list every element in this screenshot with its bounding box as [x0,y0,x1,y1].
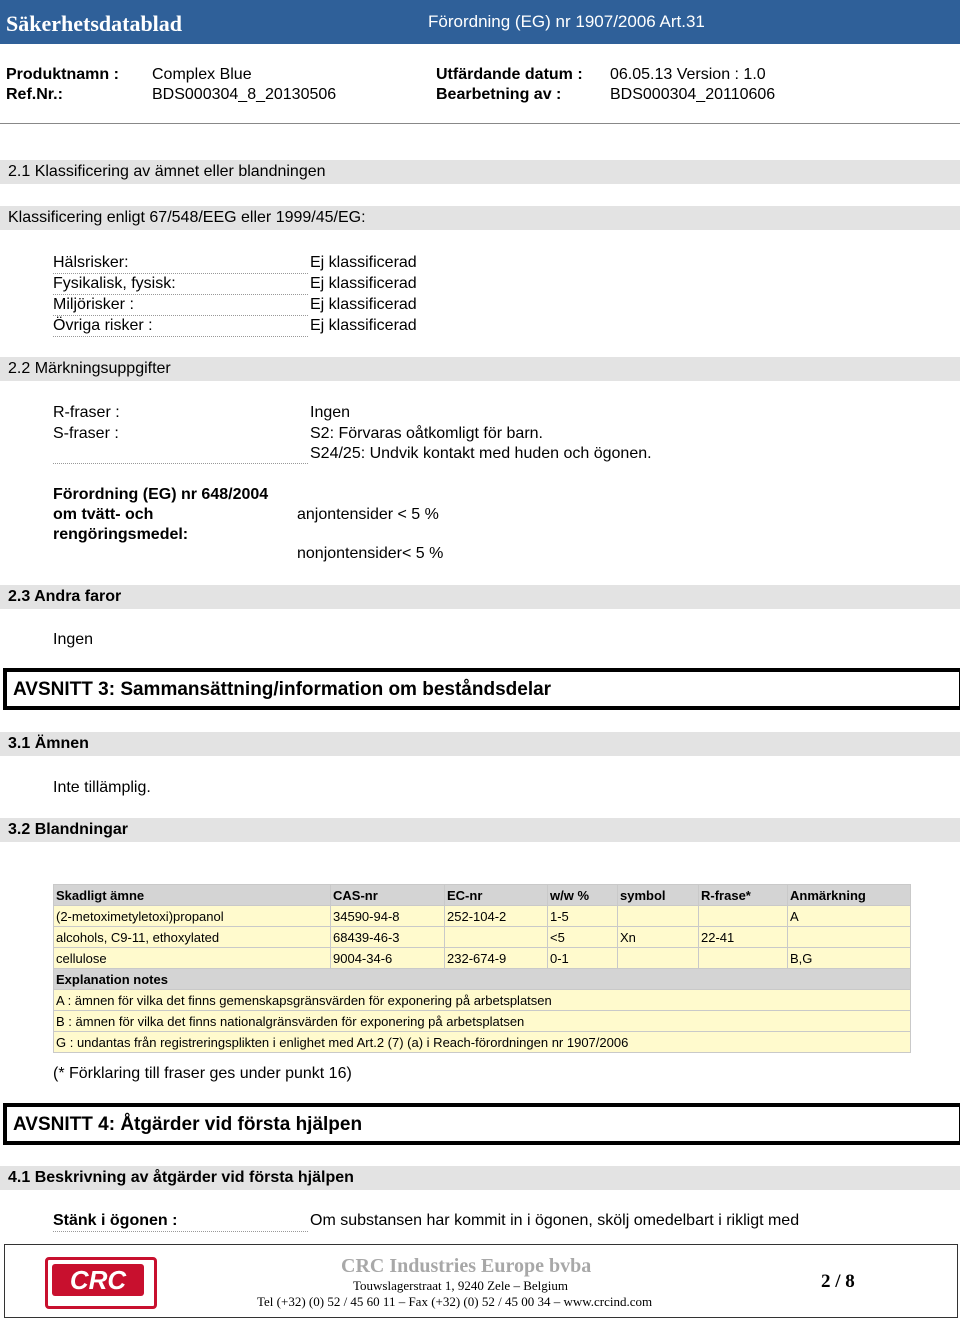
eye-contact-label: Stänk i ögonen : [53,1212,308,1232]
section-3-title: AVSNITT 3: Sammansättning/information om beståndsdelar [13,679,552,700]
cell-ec [445,927,548,948]
cell-substance: (2-metoximetyletoxi)propanol [54,906,331,927]
cell-remark: B,G [788,948,911,969]
cell-cas: 9004-34-6 [331,948,445,969]
other-risks-label: Övriga risker : [53,317,308,337]
anionic-surfactants: anjontensider < 5 % [297,506,439,523]
section-2-1-bar [0,160,960,184]
table-header-row [54,885,911,906]
col-ww: w/w % [548,885,618,906]
cell-symbol: Xn [618,927,699,948]
header-divider [0,123,960,124]
detergent-reg-line-3: rengöringsmedel: [53,526,189,543]
table-row [54,948,911,969]
section-4-title-box [3,1103,960,1145]
section-2-2-bar [0,357,960,381]
eye-contact-value: Om substansen har kommit in i ögonen, skölj omedelbart i rikligt med [310,1212,800,1229]
table-row [54,906,911,927]
cell-ec: 252-104-2 [445,906,548,927]
revision-label: Bearbetning av : [436,86,562,103]
page-number: 2 / 8 [821,1271,855,1292]
r-phrases-label: R-fraser : [53,404,120,421]
cell-cas: 68439-46-3 [331,927,445,948]
section-2-3-heading: 2.3 Andra faror [8,588,122,605]
detergent-reg-line-2: om tvätt- och [53,506,154,523]
cell-cas: 34590-94-8 [331,906,445,927]
other-risks-value: Ej klassificerad [310,317,417,334]
company-address: Touwslagerstraat 1, 9240 Zele – Belgium [353,1278,568,1293]
document-title: Säkerhetsdatablad [6,11,183,36]
table-row [54,927,911,948]
nonionic-surfactants: nonjontensider< 5 % [297,545,444,562]
cell-remark [788,927,911,948]
crc-logo [45,1257,157,1309]
footer [4,1244,958,1318]
cell-symbol [618,906,699,927]
cell-r-phrase: 22-41 [699,927,788,948]
issue-label: Utfärdande datum : [436,66,583,83]
section-4-title: AVSNITT 4: Åtgärder vid första hjälpen [13,1114,363,1135]
note-row [54,1032,911,1053]
notes-heading: Explanation notes [54,969,911,990]
section-4-1-bar [0,1166,960,1190]
header-bar [0,0,960,44]
note-row [54,1011,911,1032]
note-b: B : ämnen för vilka det finns nationalgränsvärden för exponering på arbetsplatsen [54,1011,911,1032]
notes-heading-row [54,969,911,990]
ref-label: Ref.Nr.: [6,86,63,103]
r-phrases-value: Ingen [310,404,351,421]
col-substance: Skadligt ämne [54,885,331,906]
phrases-footnote: (* Förklaring till fraser ges under punkt 16) [53,1065,352,1082]
detergent-reg-line-1: Förordning (EG) nr 648/2004 [53,486,269,503]
s-phrases-value-2: S24/25: Undvik kontakt med huden och ögonen. [310,445,652,462]
section-2-3-bar [0,585,960,609]
ref-value: BDS000304_8_20130506 [152,86,337,103]
cell-r-phrase [699,906,788,927]
cell-substance: alcohols, C9-11, ethoxylated [54,927,331,948]
physical-label: Fysikalisk, fysisk: [53,275,308,295]
section-3-1-heading: 3.1 Ämnen [8,735,89,752]
health-label: Hälsrisker: [53,254,308,274]
issue-value: 06.05.13 Version : 1.0 [610,66,766,83]
product-value: Complex Blue [152,66,252,83]
s-phrases-divider [53,462,308,464]
cell-symbol [618,948,699,969]
section-3-2-bar [0,818,960,842]
section-3-title-box [3,668,960,710]
revision-value: BDS000304_20110606 [610,86,776,103]
health-value: Ej klassificerad [310,254,417,271]
classification-bar [0,206,960,230]
cell-r-phrase [699,948,788,969]
section-3-2-heading: 3.2 Blandningar [8,821,129,838]
cell-substance: cellulose [54,948,331,969]
note-a: A : ämnen för vilka det finns gemenskapsgränsvärden för exponering på arbetsplatsen [54,990,911,1011]
s-phrases-value-1: S2: Förvaras oåtkomligt för barn. [310,425,543,442]
note-g: G : undantas från registreringsplikten i enlighet med Art.2 (7) (a) i Reach-förordningen nr 1907/2006 [54,1032,911,1053]
col-remark: Anmärkning [788,885,911,906]
cell-ec: 232-674-9 [445,948,548,969]
environment-value: Ej klassificerad [310,296,417,313]
company-name: CRC Industries Europe bvba [341,1255,592,1277]
section-2-1-heading: 2.1 Klassificering av ämnet eller blandningen [8,163,326,180]
cell-ww: 0-1 [548,948,618,969]
product-label: Produktnamn : [6,66,119,83]
col-ec: EC-nr [445,885,548,906]
section-4-1-heading: 4.1 Beskrivning av åtgärder vid första hjälpen [8,1169,354,1186]
col-r-phrase: R-frase* [699,885,788,906]
cell-ww: <5 [548,927,618,948]
regulation-ref: Förordning (EG) nr 1907/2006 Art.31 [428,12,705,31]
col-symbol: symbol [618,885,699,906]
other-hazards-value: Ingen [53,631,94,648]
s-phrases-label: S-fraser : [53,425,119,442]
substances-value: Inte tillämplig. [53,779,151,796]
cell-ww: 1-5 [548,906,618,927]
classification-heading: Klassificering enligt 67/548/EEG eller 1999/45/EG: [8,209,366,226]
physical-value: Ej klassificerad [310,275,417,292]
col-cas: CAS-nr [331,885,445,906]
crc-logo-text: CRC [52,1264,144,1296]
note-row [54,990,911,1011]
environment-label: Miljörisker : [53,296,308,316]
section-2-2-heading: 2.2 Märkningsuppgifter [8,360,171,377]
cell-remark: A [788,906,911,927]
mixture-table [53,884,911,1053]
company-contact: Tel (+32) (0) 52 / 45 60 11 – Fax (+32) (0) 52 / 45 00 34 – www.crcind.com [257,1294,653,1309]
section-3-1-bar [0,732,960,756]
